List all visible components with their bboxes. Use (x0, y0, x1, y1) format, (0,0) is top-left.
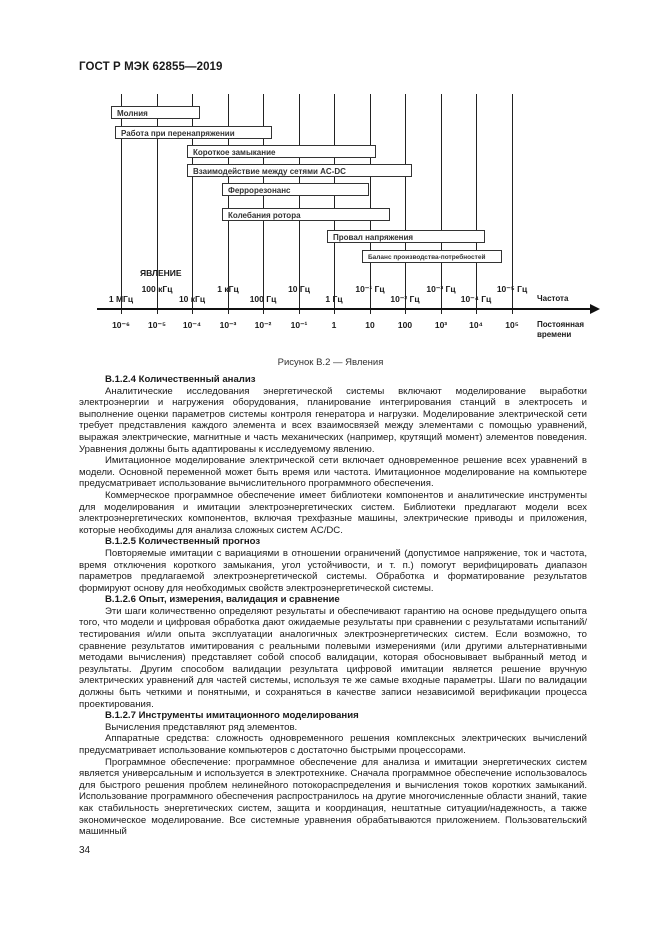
axis-time-label-2: времени (537, 330, 572, 339)
time-constant-label: 100 (397, 320, 413, 330)
phenomenon-bar: Колебания ротора (222, 208, 390, 221)
page-number: 34 (79, 845, 91, 856)
time-constant-label: 10³ (434, 320, 448, 330)
tick-line (334, 94, 335, 314)
time-constant-label: 10⁴ (469, 320, 483, 330)
paragraph: Аппаратные средства: сложность одновременного решения комплексных электрических вычислений предусматривает использование компьютеров с достаточно быстрыми процессорами. (79, 733, 587, 756)
phenomenon-label: ЯВЛЕНИЕ (140, 268, 182, 278)
axis-frequency-label: Частота (537, 294, 569, 303)
tick-line (405, 94, 406, 314)
phenomenon-bar: Молния (111, 106, 200, 119)
time-constant-label: 10⁻⁶ (112, 320, 130, 330)
section-heading: В.1.2.4 Количественный анализ (105, 374, 256, 385)
paragraph: Программное обеспечение: программное обеспечение для анализа и имитации энергетических систем является универсальным и используется в электротехнике. Сначала программное обеспечение использовалось для быстрого решения проблем нелинейного потокораспределения и вычисления токов коротких замыканий. Использование программного обеспечения распространилось на другие многочисленные области знаний, такие как стабильность энергетических систем, защита и координация, нештатные ситуации/надежность, а также экономическое моделирование. Все системные уравнения обрабатываются приложением. Пользовательский машинный (79, 756, 587, 838)
frequency-label: 1 кГц (217, 284, 239, 294)
phenomenon-bar: Баланс производства-потребностей (362, 250, 502, 263)
tick-line (299, 94, 300, 314)
section-heading: В.1.2.6 Опыт, измерения, валидация и сравнение (105, 594, 340, 606)
time-constant-label: 10⁻² (254, 320, 272, 330)
frequency-label: 10⁻² Гц (390, 294, 420, 304)
axis-time-label-1: Постоянная (537, 320, 585, 329)
time-constant-label: 10⁻¹ (290, 320, 308, 330)
frequency-label: 1 МГц (108, 294, 134, 304)
frequency-label: 100 Гц (249, 294, 277, 304)
tick-line (512, 94, 513, 314)
frequency-label: 10⁻⁴ Гц (460, 294, 492, 304)
frequency-label: 10⁻⁵ Гц (496, 284, 528, 294)
tick-line (476, 94, 477, 314)
frequency-label: 1 Гц (325, 294, 343, 304)
tick-line (441, 94, 442, 314)
figure-phenomena (0, 0, 661, 368)
document-header: ГОСТ Р МЭК 62855—2019 (79, 61, 223, 73)
section-heading: В.1.2.5 Количественный прогноз (105, 536, 261, 548)
section-heading: В.1.2.7 Инструменты имитационного моделирования (105, 710, 359, 722)
time-constant-label: 1 (331, 320, 337, 330)
paragraph: Аналитические исследования энергетической системы включают моделирование выработки электроэнергии и нагружения оборудования, планирование интегрирования станций в электросеть и выполнение оценки параметров системы контроля генератора и нагрузки. Моделирование электрической сети требует представления каждого элемента и всех взаимосвязей между элементами с помощью уравнений, выражая электрические, магнитные и часть механических (например, крутящий момент) элементов поведения. Уравнения должны быть адаптированы к исследуемому явлению. (79, 385, 587, 455)
frequency-label: 100 кГц (141, 284, 173, 294)
frequency-label: 10⁻¹ Гц (355, 284, 385, 294)
phenomenon-bar: Работа при перенапряжении (115, 126, 272, 139)
frequency-label: 10 Гц (288, 284, 310, 294)
paragraph: Коммерческое программное обеспечение имеет библиотеки компонентов и аналитические инструменты для моделирования и имитации электроэнергетических систем. Библиотеки предлагают модели всех электроэнергетических компонентов, включая трехфазные машины, электрические приводы и приложения, которые необходимы для анализа сложных систем AC/DC. (79, 489, 587, 536)
axis-arrow-icon (590, 304, 600, 314)
time-constant-label: 10⁻⁵ (148, 320, 166, 330)
time-constant-label: 10⁻³ (219, 320, 237, 330)
axis-line (97, 308, 595, 310)
frequency-label: 10⁻³ Гц (426, 284, 456, 294)
frequency-label: 10 кГц (178, 294, 206, 304)
paragraph: Вычисления представляют ряд элементов. (105, 721, 298, 733)
phenomenon-bar: Провал напряжения (327, 230, 485, 243)
figure-caption: Рисунок В.2 — Явления (277, 357, 384, 368)
body-text (79, 374, 587, 838)
phenomenon-bar: Короткое замыкание (187, 145, 376, 158)
time-constant-label: 10 (365, 320, 375, 330)
paragraph: Эти шаги количественно определяют результаты и обеспечивают гарантию на основе предыдущего опыта того, что модели и цифровая обработка дают ожидаемые результаты при сравнении с результатами испытаний/тестирования и/или опыта эксплуатации аналогичных электроэнергетических систем. Если возможно, то сравнение результатов имитирования с реальными полевыми измерениями (или другими альтернативными методами вычисления) представляет собой способ валидации, которая обосновывает выбранный метод и результаты. Другим способом валидации результата цифровой имитации является решение вручную электрических уравнений для частей системы, используя те же самые входные параметры. Шаги по валидации должны быть четкими и понятными, и сохраняться в качестве записи независимой верификации процесса проектирования. (79, 605, 587, 710)
time-constant-label: 10⁵ (505, 320, 519, 330)
paragraph: Повторяемые имитации с вариациями в отношении ограничений (допустимое напряжение, ток и частота, время отключения короткого замыкания, угол устойчивости, и т. п.) помогут верифицировать диапазон параметров предлагаемой электроэнергетической системы. Обработка и форматирование результатов формируют основу для необходимых свойств электроэнергетической системы. (79, 547, 587, 594)
tick-line (370, 94, 371, 314)
phenomenon-bar: Взаимодействие между сетями AC-DC (187, 164, 412, 177)
phenomenon-bar: Феррорезонанс (222, 183, 369, 196)
time-constant-label: 10⁻⁴ (182, 320, 202, 330)
paragraph: Имитационное моделирование электрической сети включает одновременное решение всех уравнений в модели. Основной переменной может быть время или частота. Имитационное моделирование на компьютере предусматривает использование вычислительного программного обеспечения. (79, 455, 587, 490)
